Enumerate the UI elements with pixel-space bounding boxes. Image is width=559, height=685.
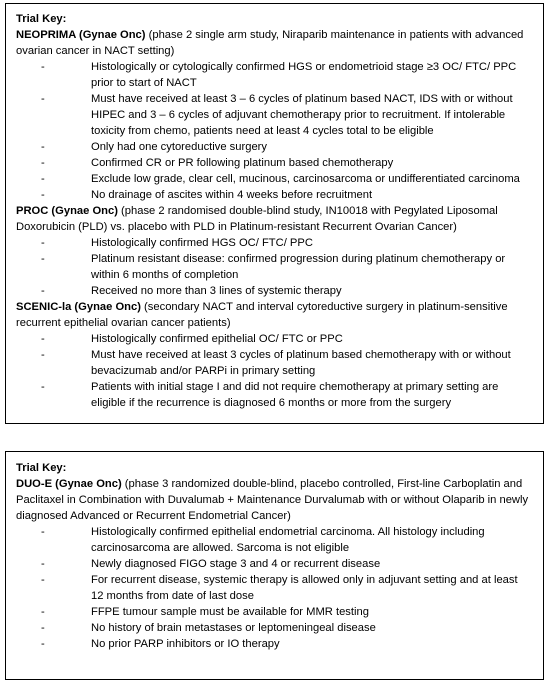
- trial-description: (phase 2 single arm study, Niraparib maintenance in patients with advanced ovarian cancer in NACT setting): [16, 29, 524, 57]
- criterion: - Received no more than 3 lines of systemic therapy: [16, 283, 533, 299]
- trial-key-title: Trial Key:: [16, 462, 67, 474]
- criteria-list: [16, 524, 533, 652]
- trial-name: PROC (Gynae Onc): [16, 205, 118, 217]
- trial-name: DUO-E (Gynae Onc): [16, 478, 122, 490]
- trial-key-box-1: [5, 3, 544, 424]
- criterion: - For recurrent disease, systemic therapy is allowed only in adjuvant setting and at least 12 months from date of last dose: [16, 572, 533, 604]
- criterion: - Only had one cytoreductive surgery: [16, 139, 533, 155]
- criterion: - No drainage of ascites within 4 weeks before recruitment: [16, 187, 533, 203]
- criterion: - Newly diagnosed FIGO stage 3 and 4 or recurrent disease: [16, 556, 533, 572]
- trial-key-title: Trial Key:: [16, 13, 67, 25]
- criterion: - Must have received at least 3 cycles of platinum based chemotherapy with or without bevacizumab and/or PARPi in primary setting: [16, 347, 533, 379]
- trial-description: (secondary NACT and interval cytoreductive surgery in platinum-sensitive recurrent epithelial ovarian cancer patients): [16, 301, 508, 329]
- criteria-list: [16, 59, 533, 203]
- criterion: - No history of brain metastases or leptomeningeal disease: [16, 620, 533, 636]
- criterion: - Platinum resistant disease: confirmed progression during platinum chemotherapy or within 6 months of completion: [16, 251, 533, 283]
- trial-description: (phase 2 randomised double-blind study, IN10018 with Pegylated Liposomal Doxorubicin (PLD) vs. placebo with PLD in Platinum-resistant Recurrent Ovarian Cancer): [16, 205, 498, 233]
- criterion: - Exclude low grade, clear cell, mucinous, carcinosarcoma or undifferentiated carcinoma: [16, 171, 533, 187]
- trial-proc: [16, 203, 533, 235]
- criterion: - Histologically confirmed epithelial endometrial carcinoma. All histology including carcinosarcoma are allowed. Sarcoma is not eligible: [16, 524, 533, 556]
- trial-name: NEOPRIMA (Gynae Onc): [16, 29, 146, 41]
- criteria-list: [16, 235, 533, 299]
- trial-name: SCENIC-la (Gynae Onc): [16, 301, 141, 313]
- criterion: - Must have received at least 3 – 6 cycles of platinum based NACT, IDS with or without HIPEC and 3 – 6 cycles of adjuvant chemotherapy prior to recruitment. If intolerable toxicity from chemo, patients need at least 4 cycles total to be eligible: [16, 91, 533, 139]
- trial-duo-e: [16, 476, 533, 524]
- trial-key-box-2: [5, 451, 544, 680]
- trial-scenic-la: [16, 299, 533, 331]
- criterion: - Confirmed CR or PR following platinum based chemotherapy: [16, 155, 533, 171]
- criterion: - Histologically confirmed HGS OC/ FTC/ PPC: [16, 235, 533, 251]
- criterion: - Patients with initial stage I and did not require chemotherapy at primary setting are eligible if the recurrence is diagnosed 6 months or more from the surgery: [16, 379, 533, 411]
- trial-neoprima: [16, 27, 533, 59]
- criteria-list: [16, 331, 533, 411]
- criterion: - No prior PARP inhibitors or IO therapy: [16, 636, 533, 652]
- criterion: - Histologically confirmed epithelial OC/ FTC or PPC: [16, 331, 533, 347]
- criterion: - FFPE tumour sample must be available for MMR testing: [16, 604, 533, 620]
- criterion: - Histologically or cytologically confirmed HGS or endometrioid stage ≥3 OC/ FTC/ PPC prior to start of NACT: [16, 59, 533, 91]
- trial-description: (phase 3 randomized double-blind, placebo controlled, First-line Carboplatin and Paclitaxel in Combination with Duvalumab + Maintenance Durvalumab with or without Olaparib in newly diagnosed Advanced or Recurrent Endometrial Cancer): [16, 478, 529, 522]
